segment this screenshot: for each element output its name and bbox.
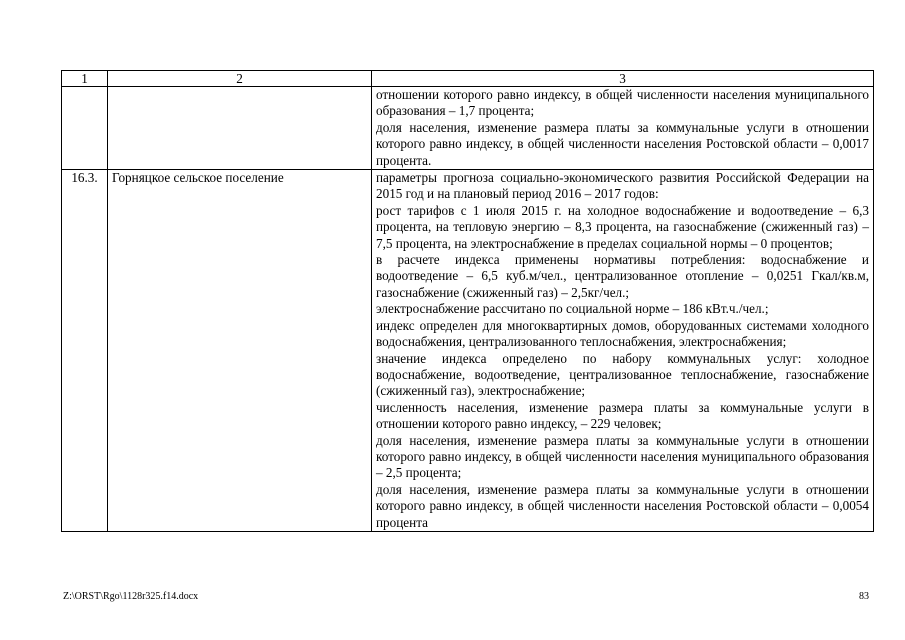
description-paragraph: рост тарифов с 1 июля 2015 г. на холодное водоснабжение и водоотведение – 6,3 процента, на тепловую энергию – 8,3 процента, на газоснабжение (сжиженный газ) – 7,5 процента, на электроснабжение в пределах социальной нормы – 0 процентов; bbox=[376, 202, 869, 251]
description-paragraph: доля населения, изменение размера платы за коммунальные услуги в отношении которого равно индексу, в общей численности населения Ростовской области – 0,0054 процента bbox=[376, 481, 869, 530]
description-paragraph: численность населения, изменение размера платы за коммунальные услуги в отношении которого равно индексу, – 229 человек; bbox=[376, 399, 869, 432]
description-paragraph: индекс определен для многоквартирных домов, оборудованных системами холодного водоснабжения, централизованного теплоснабжения, электроснабжения; bbox=[376, 317, 869, 350]
column-header-2: 2 bbox=[108, 71, 372, 87]
description-paragraph: значение индекса определено по набору коммунальных услуг: холодное водоснабжение, водоотведение, централизованное теплоснабжение, газоснабжение (сжиженный газ), электроснабжение; bbox=[376, 350, 869, 399]
document-table bbox=[61, 70, 874, 532]
column-header-3: 3 bbox=[372, 71, 874, 87]
settlement-name-cell: Горняцкое сельское поселение bbox=[108, 170, 372, 532]
description-cell bbox=[372, 87, 874, 170]
row-number-cell bbox=[62, 87, 108, 170]
description-paragraph: доля населения, изменение размера платы за коммунальные услуги в отношении которого равно индексу, в общей численности населения Ростовской области – 0,0017 процента. bbox=[376, 119, 869, 168]
footer-page-number: 83 bbox=[859, 591, 869, 602]
row-number-cell: 16.3. bbox=[62, 170, 108, 532]
description-paragraph: параметры прогноза социально-экономического развития Российской Федерации на 2015 год и на плановый период 2016 – 2017 годов: bbox=[376, 170, 869, 202]
settlement-name-cell bbox=[108, 87, 372, 170]
description-cell bbox=[372, 170, 874, 532]
table-row-16-3 bbox=[62, 170, 874, 532]
description-paragraph: доля населения, изменение размера платы за коммунальные услуги в отношении которого равно индексу, в общей численности населения муниципального образования – 2,5 процента; bbox=[376, 432, 869, 481]
table-row-continuation bbox=[62, 87, 874, 170]
description-paragraph: электроснабжение рассчитано по социальной норме – 186 кВт.ч./чел.; bbox=[376, 301, 769, 317]
description-paragraph: отношении которого равно индексу, в общей численности населения муниципального образования – 1,7 процента; bbox=[376, 87, 869, 119]
header-row bbox=[62, 71, 874, 87]
footer-file-path: Z:\ORST\Rgo\1128r325.f14.docx bbox=[63, 591, 199, 602]
description-paragraph: в расчете индекса применены нормативы потребления: водоснабжение и водоотведение – 6,5 куб.м/чел., централизованное отопление – 0,0251 Гкал/кв.м, газоснабжение (сжиженный газ) – 2,5кг/чел.; bbox=[376, 252, 869, 300]
column-header-1: 1 bbox=[62, 71, 108, 87]
